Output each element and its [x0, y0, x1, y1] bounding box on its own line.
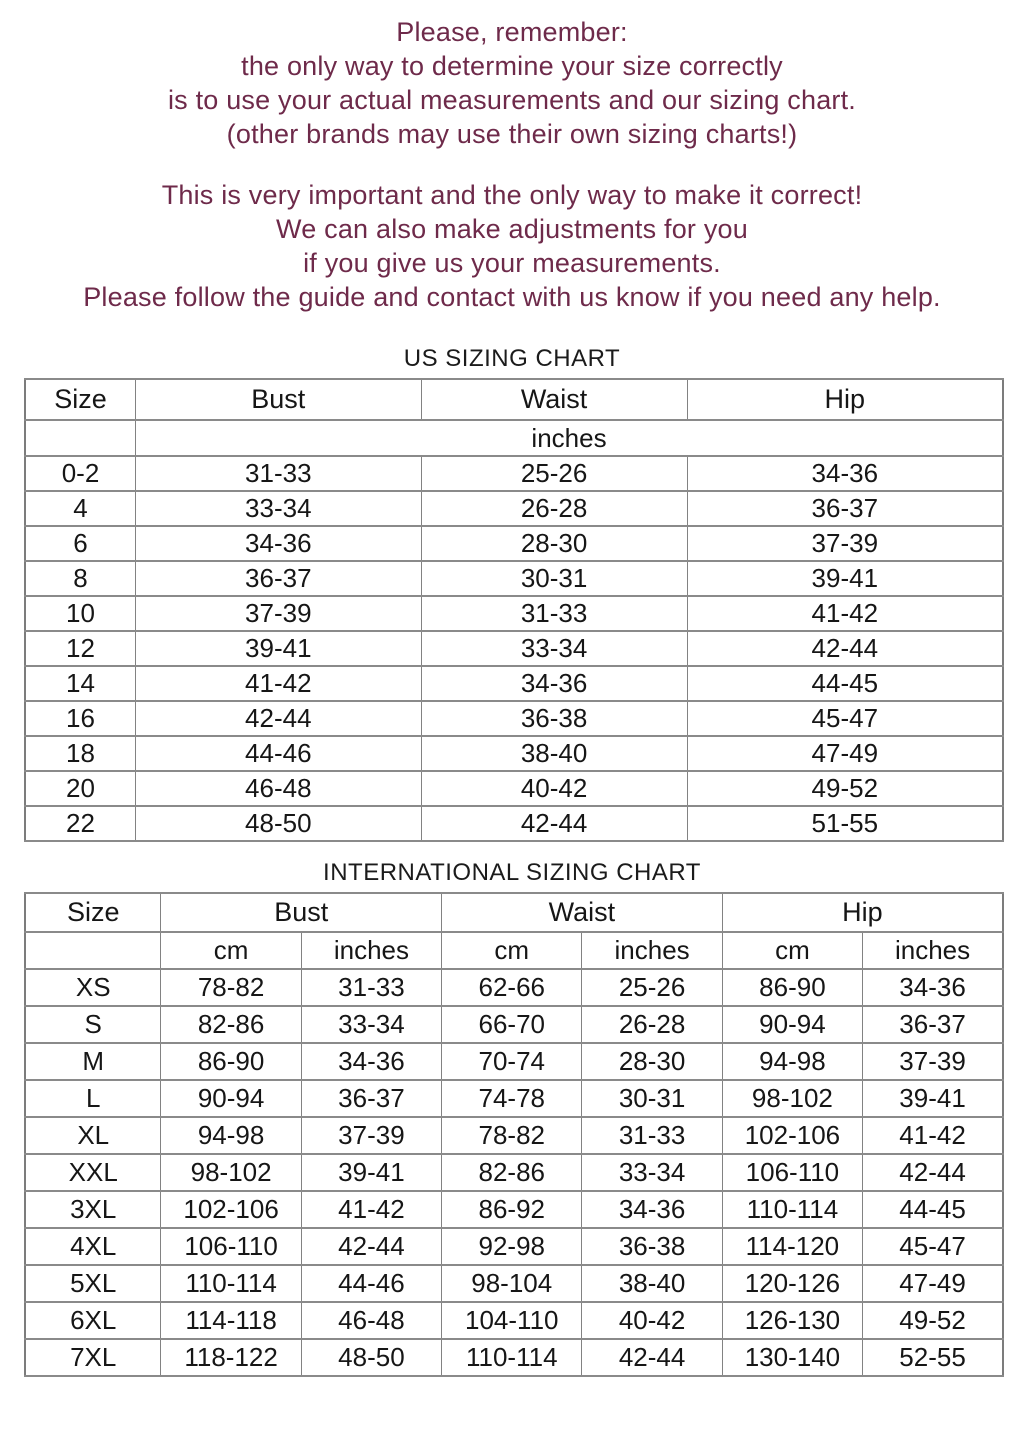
waist-cell: 42-44: [421, 806, 687, 841]
bust-cm-cell: 78-82: [161, 969, 301, 1006]
table-row: [25, 456, 1003, 491]
waist-cm-cell: 82-86: [442, 1154, 582, 1191]
bust-cell: 33-34: [136, 491, 422, 526]
bust-inches-cell: 48-50: [301, 1339, 441, 1376]
bust-inches-cell: 46-48: [301, 1302, 441, 1339]
hip-cm-cell: 106-110: [722, 1154, 862, 1191]
waist-inches-cell: 34-36: [582, 1191, 722, 1228]
size-cell: XS: [25, 969, 161, 1006]
waist-cm-cell: 104-110: [442, 1302, 582, 1339]
waist-inches-cell: 25-26: [582, 969, 722, 1006]
size-cell: 12: [25, 631, 136, 666]
size-cell: XXL: [25, 1154, 161, 1191]
hip-cell: 51-55: [687, 806, 1003, 841]
waist-cell: 25-26: [421, 456, 687, 491]
table-row: [25, 666, 1003, 701]
hip-cm-cell: 94-98: [722, 1043, 862, 1080]
size-cell: 6XL: [25, 1302, 161, 1339]
bust-cell: 36-37: [136, 561, 422, 596]
bust-cm-cell: 86-90: [161, 1043, 301, 1080]
bust-inches-cell: 39-41: [301, 1154, 441, 1191]
unit-label-cell: inches: [136, 420, 1004, 456]
waist-inches-cell: 40-42: [582, 1302, 722, 1339]
hip-inches-cell: 42-44: [863, 1154, 1003, 1191]
waist-cell: 33-34: [421, 631, 687, 666]
table-row: [25, 1191, 1003, 1228]
hip-inches-cell: 45-47: [863, 1228, 1003, 1265]
waist-cm-cell: 86-92: [442, 1191, 582, 1228]
table-row: [25, 1154, 1003, 1191]
table-row: [25, 701, 1003, 736]
bust-cell: 44-46: [136, 736, 422, 771]
waist-cell: 36-38: [421, 701, 687, 736]
table-row: [25, 736, 1003, 771]
us-header-row: [25, 379, 1003, 420]
size-cell: 18: [25, 736, 136, 771]
bust-inches-cell: 44-46: [301, 1265, 441, 1302]
size-cell: 3XL: [25, 1191, 161, 1228]
table-row: [25, 1117, 1003, 1154]
waist-cell: 38-40: [421, 736, 687, 771]
waist-inches-cell: 28-30: [582, 1043, 722, 1080]
table-row: [25, 1080, 1003, 1117]
table-row: [25, 1006, 1003, 1043]
size-cell: 8: [25, 561, 136, 596]
waist-inches-cell: 42-44: [582, 1339, 722, 1376]
table-row: [25, 1339, 1003, 1376]
bust-inches-unit-label: inches: [301, 932, 441, 969]
hip-inches-cell: 52-55: [863, 1339, 1003, 1376]
hip-cm-cell: 86-90: [722, 969, 862, 1006]
waist-inches-cell: 26-28: [582, 1006, 722, 1043]
us-table-head: [25, 379, 1003, 456]
waist-cm-cell: 98-104: [442, 1265, 582, 1302]
waist-cell: 34-36: [421, 666, 687, 701]
us-chart-title: US SIZING CHART: [403, 345, 621, 372]
bust-cell: 48-50: [136, 806, 422, 841]
bust-cm-cell: 90-94: [161, 1080, 301, 1117]
hip-cell: 47-49: [687, 736, 1003, 771]
international-header-row: [25, 893, 1003, 932]
table-row: [25, 771, 1003, 806]
waist-cm-cell: 110-114: [442, 1339, 582, 1376]
bust-inches-cell: 37-39: [301, 1117, 441, 1154]
hip-cm-cell: 98-102: [722, 1080, 862, 1117]
hip-inches-cell: 39-41: [863, 1080, 1003, 1117]
intro-line: We can also make adjustments for you: [276, 214, 748, 244]
bust-cm-cell: 98-102: [161, 1154, 301, 1191]
waist-cm-cell: 78-82: [442, 1117, 582, 1154]
table-row: [25, 1228, 1003, 1265]
size-column-header: Size: [25, 893, 161, 932]
hip-cell: 36-37: [687, 491, 1003, 526]
table-row: [25, 596, 1003, 631]
waist-cm-cell: 92-98: [442, 1228, 582, 1265]
hip-cm-cell: 102-106: [722, 1117, 862, 1154]
table-row: [25, 526, 1003, 561]
bust-cm-cell: 110-114: [161, 1265, 301, 1302]
hip-cm-cell: 130-140: [722, 1339, 862, 1376]
international-unit-row: [25, 932, 1003, 969]
bust-column-header: Bust: [161, 893, 442, 932]
hip-inches-cell: 41-42: [863, 1117, 1003, 1154]
size-cell: L: [25, 1080, 161, 1117]
intro-line: (other brands may use their own sizing charts!): [226, 119, 798, 149]
intro-line: This is very important and the only way to make it correct!: [161, 180, 863, 210]
hip-cell: 39-41: [687, 561, 1003, 596]
size-cell: 7XL: [25, 1339, 161, 1376]
hip-cell: 34-36: [687, 456, 1003, 491]
hip-column-header: Hip: [722, 893, 1003, 932]
size-cell: M: [25, 1043, 161, 1080]
hip-cm-cell: 114-120: [722, 1228, 862, 1265]
hip-inches-cell: 49-52: [863, 1302, 1003, 1339]
empty-cell: [25, 932, 161, 969]
waist-cm-cell: 62-66: [442, 969, 582, 1006]
empty-cell: [25, 420, 136, 456]
hip-cm-cell: 110-114: [722, 1191, 862, 1228]
intro-line: if you give us your measurements.: [303, 248, 721, 278]
bust-cell: 42-44: [136, 701, 422, 736]
table-row: [25, 1302, 1003, 1339]
waist-cell: 40-42: [421, 771, 687, 806]
intro-line: Please follow the guide and contact with us know if you need any help.: [83, 282, 941, 312]
size-cell: 6: [25, 526, 136, 561]
hip-cm-cell: 126-130: [722, 1302, 862, 1339]
bust-column-header: Bust: [136, 379, 422, 420]
hip-cell: 44-45: [687, 666, 1003, 701]
waist-inches-unit-label: inches: [582, 932, 722, 969]
size-cell: 10: [25, 596, 136, 631]
hip-column-header: Hip: [687, 379, 1003, 420]
hip-inches-cell: 44-45: [863, 1191, 1003, 1228]
intro-paragraph-1: [0, 15, 1024, 151]
table-row: [25, 491, 1003, 526]
hip-cm-cell: 120-126: [722, 1265, 862, 1302]
hip-inches-unit-label: inches: [863, 932, 1003, 969]
waist-cell: 28-30: [421, 526, 687, 561]
intro-line: the only way to determine your size correctly: [241, 51, 783, 81]
hip-cell: 45-47: [687, 701, 1003, 736]
bust-cm-cell: 106-110: [161, 1228, 301, 1265]
table-row: [25, 1265, 1003, 1302]
hip-cm-unit-label: cm: [722, 932, 862, 969]
size-cell: 14: [25, 666, 136, 701]
bust-cm-cell: 94-98: [161, 1117, 301, 1154]
waist-cell: 30-31: [421, 561, 687, 596]
intro-line: is to use your actual measurements and our sizing chart.: [167, 85, 857, 115]
waist-cm-cell: 66-70: [442, 1006, 582, 1043]
bust-inches-cell: 36-37: [301, 1080, 441, 1117]
waist-inches-cell: 30-31: [582, 1080, 722, 1117]
international-table-head: [25, 893, 1003, 969]
waist-column-header: Waist: [442, 893, 723, 932]
hip-cell: 49-52: [687, 771, 1003, 806]
table-row: [25, 1043, 1003, 1080]
waist-cell: 31-33: [421, 596, 687, 631]
international-chart-title: INTERNATIONAL SIZING CHART: [323, 859, 701, 886]
us-sizing-table: [24, 378, 1004, 842]
international-table-body: [25, 969, 1003, 1376]
bust-cm-cell: 114-118: [161, 1302, 301, 1339]
bust-cell: 31-33: [136, 456, 422, 491]
waist-inches-cell: 36-38: [582, 1228, 722, 1265]
table-row: [25, 561, 1003, 596]
hip-inches-cell: 36-37: [863, 1006, 1003, 1043]
size-cell: S: [25, 1006, 161, 1043]
bust-cm-cell: 102-106: [161, 1191, 301, 1228]
hip-inches-cell: 47-49: [863, 1265, 1003, 1302]
bust-cell: 34-36: [136, 526, 422, 561]
waist-cell: 26-28: [421, 491, 687, 526]
table-row: [25, 969, 1003, 1006]
bust-inches-cell: 42-44: [301, 1228, 441, 1265]
size-cell: 4: [25, 491, 136, 526]
waist-inches-cell: 33-34: [582, 1154, 722, 1191]
hip-cell: 41-42: [687, 596, 1003, 631]
waist-cm-cell: 74-78: [442, 1080, 582, 1117]
hip-cell: 42-44: [687, 631, 1003, 666]
intro-text-block: [0, 0, 1024, 314]
bust-cm-unit-label: cm: [161, 932, 301, 969]
hip-inches-cell: 37-39: [863, 1043, 1003, 1080]
bust-cm-cell: 82-86: [161, 1006, 301, 1043]
waist-inches-cell: 31-33: [582, 1117, 722, 1154]
waist-column-header: Waist: [421, 379, 687, 420]
bust-cell: 37-39: [136, 596, 422, 631]
international-sizing-table: [24, 892, 1004, 1377]
hip-cell: 37-39: [687, 526, 1003, 561]
size-cell: XL: [25, 1117, 161, 1154]
hip-cm-cell: 90-94: [722, 1006, 862, 1043]
size-cell: 16: [25, 701, 136, 736]
bust-cell: 39-41: [136, 631, 422, 666]
bust-inches-cell: 41-42: [301, 1191, 441, 1228]
bust-cell: 46-48: [136, 771, 422, 806]
bust-inches-cell: 33-34: [301, 1006, 441, 1043]
size-cell: 20: [25, 771, 136, 806]
bust-cell: 41-42: [136, 666, 422, 701]
size-cell: 5XL: [25, 1265, 161, 1302]
hip-inches-cell: 34-36: [863, 969, 1003, 1006]
intro-paragraph-2: [0, 178, 1024, 314]
waist-cm-cell: 70-74: [442, 1043, 582, 1080]
size-cell: 4XL: [25, 1228, 161, 1265]
table-row: [25, 806, 1003, 841]
intro-line: Please, remember:: [396, 17, 628, 47]
bust-cm-cell: 118-122: [161, 1339, 301, 1376]
bust-inches-cell: 34-36: [301, 1043, 441, 1080]
us-table-body: [25, 456, 1003, 841]
waist-cm-unit-label: cm: [442, 932, 582, 969]
us-unit-row: [25, 420, 1003, 456]
size-cell: 0-2: [25, 456, 136, 491]
size-column-header: Size: [25, 379, 136, 420]
size-cell: 22: [25, 806, 136, 841]
bust-inches-cell: 31-33: [301, 969, 441, 1006]
table-row: [25, 631, 1003, 666]
waist-inches-cell: 38-40: [582, 1265, 722, 1302]
